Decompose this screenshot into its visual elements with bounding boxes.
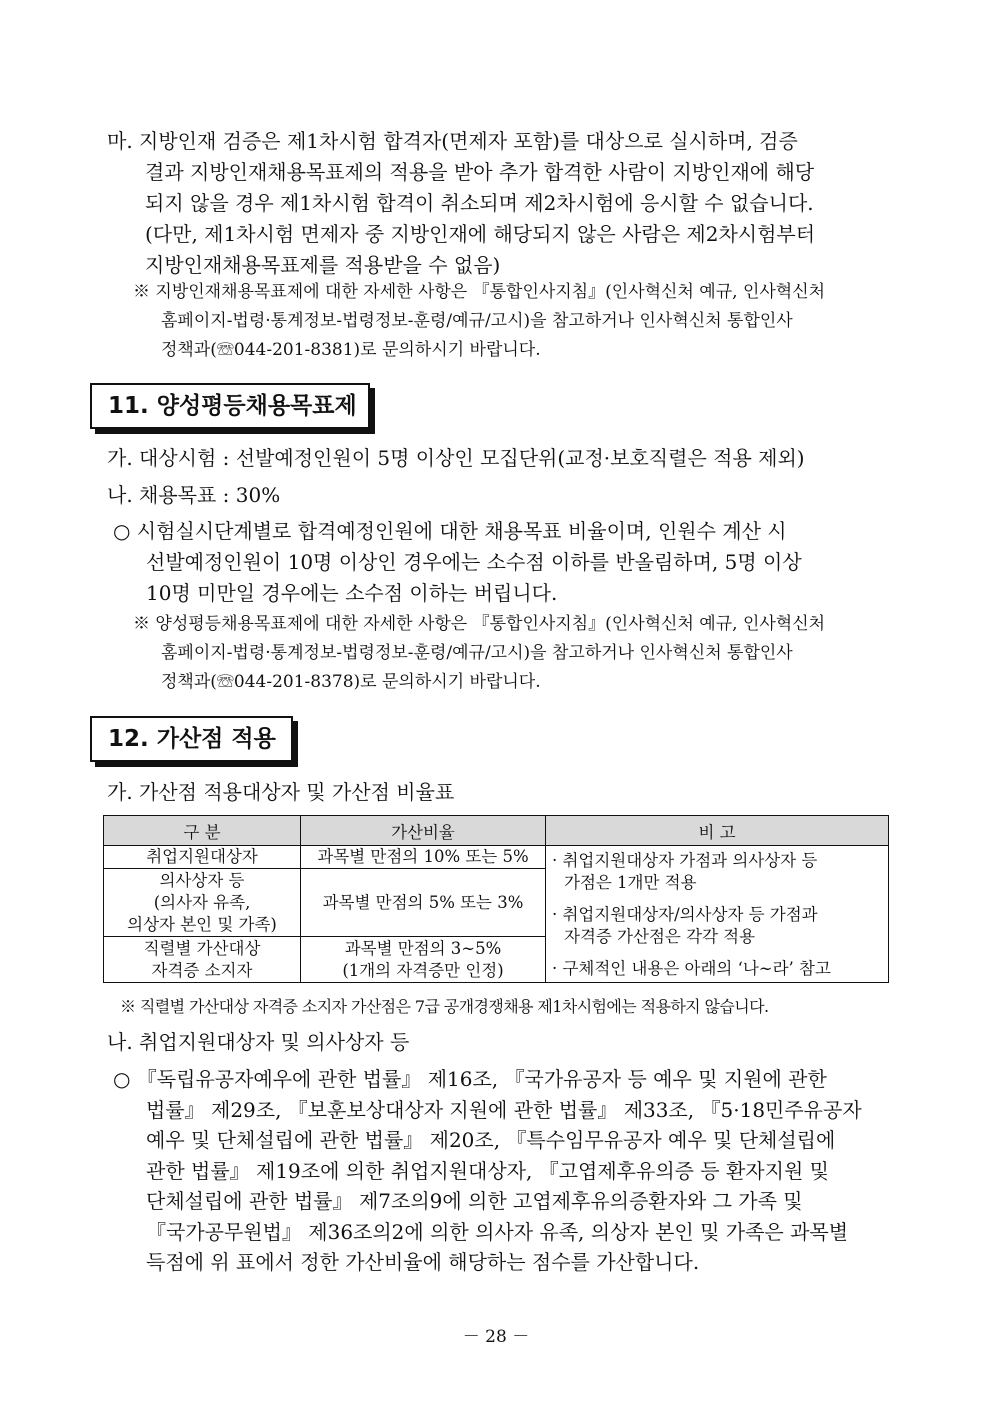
text-line: 결과 지방인재채용목표제의 적용을 받아 추가 합격한 사람이 지방인재에 해당	[145, 160, 815, 184]
text-line: 단체설립에 관한 법률』 제7조의9에 의한 고엽제후유의증환자와 그 가족 및	[146, 1189, 803, 1213]
table-cell-rate	[301, 869, 546, 937]
table-cell-rate	[301, 846, 546, 869]
text-line: 관한 법률』 제19조에 의한 취업지원대상자, 『고엽제후유의증 등 환자지원 및	[146, 1158, 829, 1183]
bonus-rate-table	[103, 815, 889, 983]
remark-line: 자격증 가산점은 각각 적용	[564, 927, 756, 946]
section-12-item-ga: 가. 가산점 적용대상자 및 가산점 비율표	[107, 780, 455, 804]
cell-text: (의사자 유족,	[153, 892, 251, 912]
table-cell-rate	[301, 937, 546, 983]
section-12-item-na: 나. 취업지원대상자 및 의사상자 등	[107, 1030, 410, 1054]
text-line: 『국가공무원법』 제36조의2에 의한 의사자 유족, 의상자 본인 및 가족은 과목별	[146, 1219, 849, 1244]
text-line: ○ 『독립유공자예우에 관한 법률』 제16조, 『국가유공자 등 예우 및 지원에 관한	[113, 1067, 827, 1091]
cell-text: 과목별 만점의 10% 또는 5%	[317, 847, 529, 866]
table-header-row	[104, 816, 889, 846]
table-header-rate: 가산비율	[301, 816, 546, 846]
remark-line: · 취업지원대상자 가점과 의사상자 등	[552, 851, 818, 870]
section-12-circle-paragraph	[113, 1064, 903, 1278]
table-cell-category	[104, 937, 301, 983]
remark-line: 가점은 1개만 적용	[564, 873, 697, 892]
text-line: ○ 시험실시단계별로 합격예정인원에 대한 채용목표 비율이며, 인원수 계산 시	[113, 519, 787, 543]
remark-line: · 구체적인 내용은 아래의 ‘나∼라’ 참고	[552, 959, 831, 978]
section-ma-paragraph	[107, 126, 903, 281]
text-line: (다만, 제1차시험 면제자 중 지방인재에 해당되지 않은 사람은 제2차시험부터	[145, 222, 816, 246]
section-11-note	[133, 610, 903, 697]
cell-text: 과목별 만점의 5% 또는 3%	[322, 892, 524, 912]
table-row	[104, 846, 889, 869]
section-11-heading: 11. 양성평등채용목표제	[90, 383, 370, 429]
note-line: 홈페이지-법령·통계정보-법령정보-훈령/예규/고시)을 참고하거나 인사혁신처 통합인사	[161, 643, 793, 663]
note-line: 정책과(☏044-201-8381)로 문의하시기 바랍니다.	[161, 340, 541, 360]
text-line: 되지 않을 경우 제1차시험 합격이 취소되며 제2차시험에 응시할 수 없습니다.	[145, 191, 814, 215]
cell-text: 자격증 소지자	[151, 960, 253, 980]
table-note: ※ 직렬별 가산대상 자격증 소지자 가산점은 7급 공개경쟁채용 제1차시험에는 적용하지 않습니다.	[120, 997, 769, 1016]
remark-line: · 취업지원대상자/의사상자 등 가점과	[552, 905, 818, 924]
cell-text: 직렬별 가산대상	[143, 938, 261, 958]
cell-text: 의상자 본인 및 가족)	[127, 914, 277, 934]
cell-text: 과목별 만점의 3∼5%	[344, 938, 502, 958]
table-header-remarks: 비 고	[546, 816, 889, 846]
page-number: － 28 －	[462, 1327, 530, 1347]
text-line: 예우 및 단체설립에 관한 법률』 제20조, 『특수임무유공자 예우 및 단체설립에	[146, 1128, 836, 1152]
cell-text: (1개의 자격증만 인정)	[342, 960, 504, 980]
table-cell-category	[104, 869, 301, 937]
section-ma-note	[133, 278, 903, 365]
cell-text: 취업지원대상자	[146, 847, 258, 866]
text-line: 득점에 위 표에서 정한 가산비율에 해당하는 점수를 가산합니다.	[146, 1250, 700, 1274]
note-line: 정책과(☏044-201-8378)로 문의하시기 바랍니다.	[161, 672, 541, 692]
text-line: 선발예정인원이 10명 이상인 경우에는 소수점 이하를 반올림하며, 5명 이상	[146, 550, 802, 574]
text-line: 지방인재채용목표제를 적용받을 수 없음)	[145, 253, 501, 277]
table-cell-category	[104, 846, 301, 869]
note-line: ※ 양성평등채용목표제에 대한 자세한 사항은 『통합인사지침』(인사혁신처 예규, 인사혁신처	[133, 614, 826, 634]
text-line: 마. 지방인재 검증은 제1차시험 합격자(면제자 포함)를 대상으로 실시하며, 검증	[107, 129, 798, 153]
section-12-heading: 12. 가산점 적용	[90, 716, 293, 762]
text-line: 10명 미만일 경우에는 소수점 이하는 버립니다.	[146, 581, 558, 605]
table-cell-remarks	[546, 846, 889, 983]
text-line: 법률』 제29조, 『보훈보상대상자 지원에 관한 법률』 제33조, 『5·18민주유공자	[146, 1097, 862, 1122]
section-11-item-ga: 가. 대상시험 : 선발예정인원이 5명 이상인 모집단위(교정·보호직렬은 적용 제외)	[107, 446, 805, 470]
note-line: 홈페이지-법령·통계정보-법령정보-훈령/예규/고시)을 참고하거나 인사혁신처 통합인사	[161, 311, 793, 331]
section-11-circle-paragraph	[113, 516, 903, 609]
section-11-item-na: 나. 채용목표 : 30%	[107, 483, 281, 507]
cell-text: 의사상자 등	[159, 870, 245, 890]
note-line: ※ 지방인재채용목표제에 대한 자세한 사항은 『통합인사지침』(인사혁신처 예규, 인사혁신처	[133, 282, 826, 302]
table-header-category: 구 분	[104, 816, 301, 846]
